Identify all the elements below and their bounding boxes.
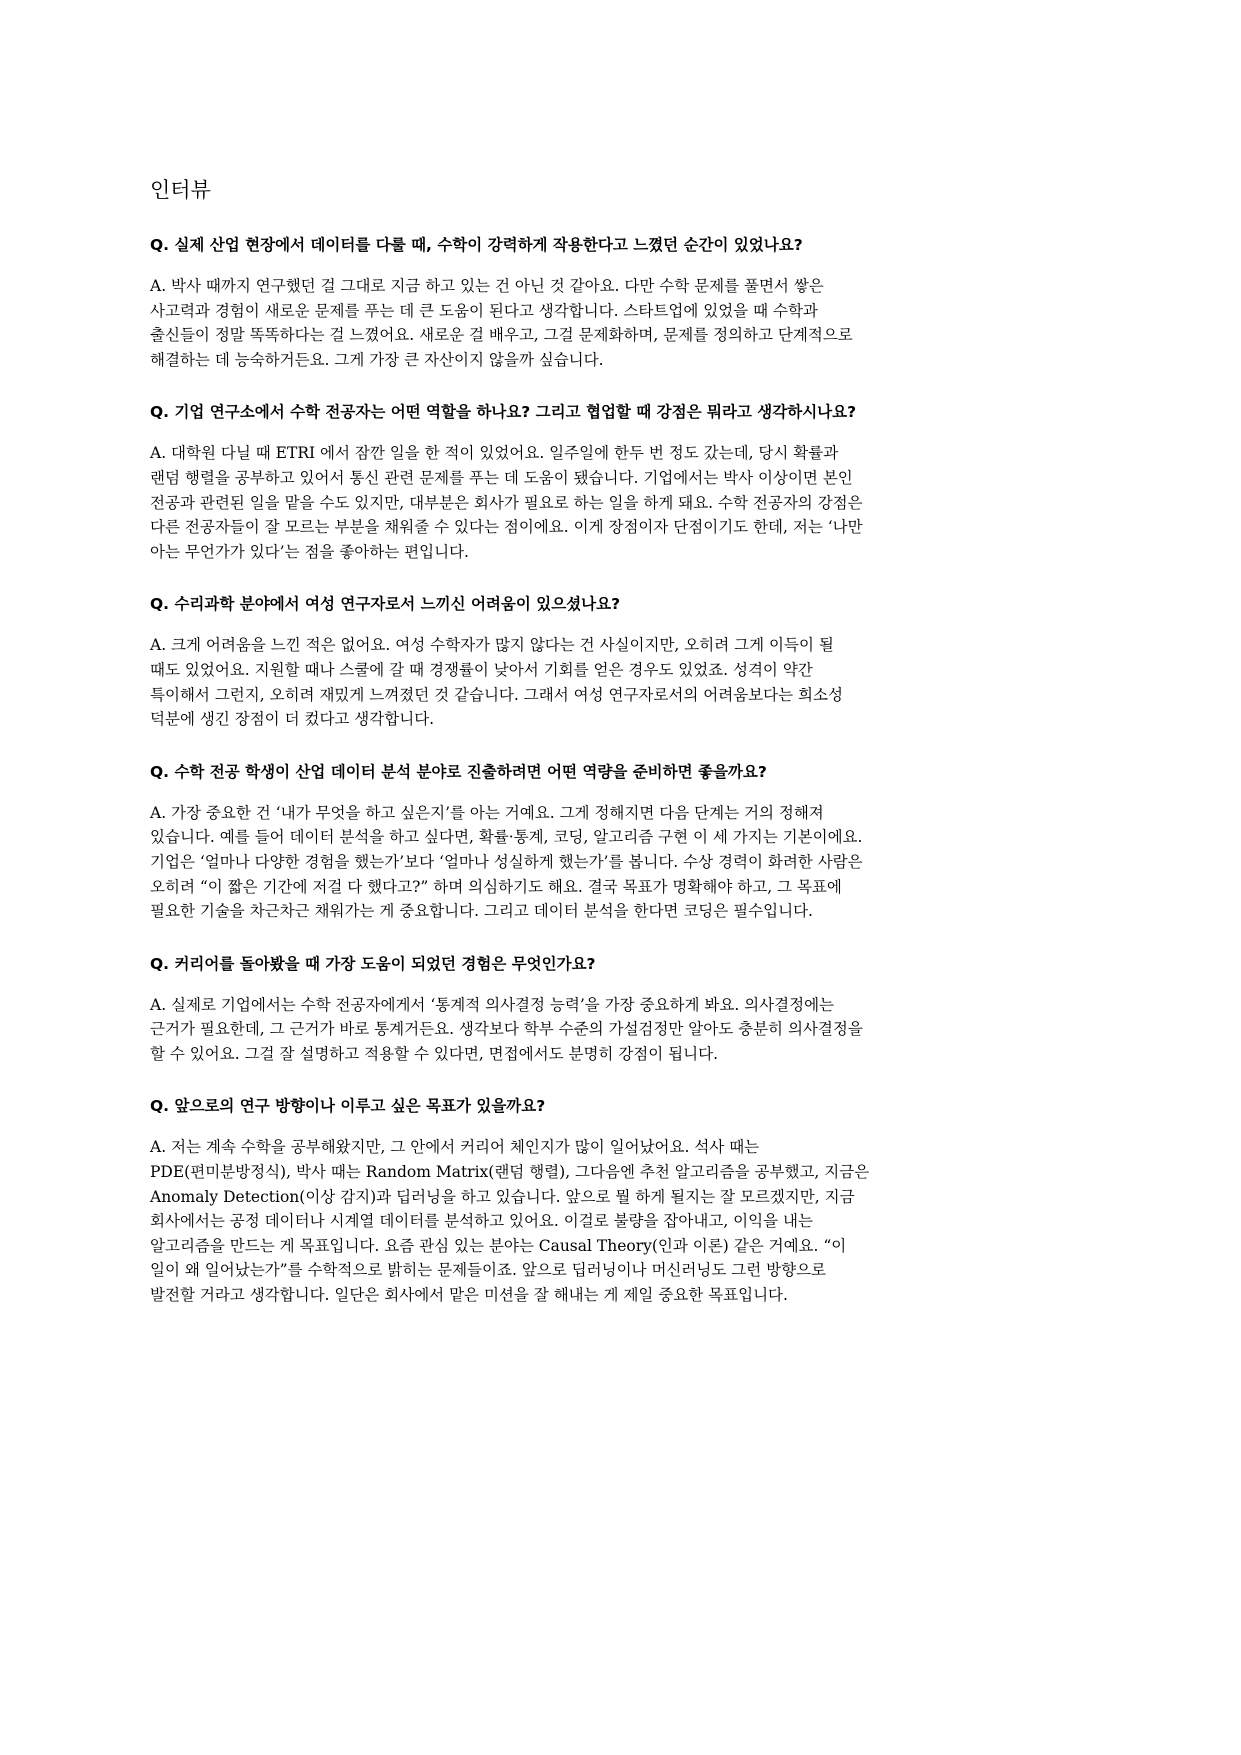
- answer-line: 발전할 거라고 생각합니다. 일단은 회사에서 맡은 미션을 잘 해내는 게 제일 중요한 목표입니다.: [150, 1286, 788, 1305]
- answer-line: 해결하는 데 능숙하거든요. 그게 가장 큰 자산이지 않을까 싶습니다.: [150, 350, 604, 369]
- answer-line: 출신들이 정말 똑똑하다는 걸 느꼈어요. 새로운 걸 배우고, 그걸 문제화하며, 문제를 정의하고 단계적으로: [150, 326, 853, 345]
- answer-2: [150, 441, 1096, 564]
- answer-line: Anomaly Detection(이상 감지)과 딥러닝을 하고 있습니다. 앞으로 뭘 하게 될지는 잘 모르겠지만, 지금: [150, 1187, 855, 1206]
- answer-line: 있습니다. 예를 들어 데이터 분석을 하고 싶다면, 확률·통계, 코딩, 알고리즘 구현 이 세 가지는 기본이에요.: [150, 828, 863, 847]
- answer-line: 전공과 관련된 일을 맡을 수도 있지만, 대부분은 회사가 필요로 하는 일을 하게 돼요. 수학 전공자의 강점은: [150, 493, 863, 512]
- answer-line: 필요한 기술을 차근차근 채워가는 게 중요합니다. 그리고 데이터 분석을 한다면 코딩은 필수입니다.: [150, 902, 813, 921]
- qa-block-4: [150, 761, 1096, 924]
- answer-line: A. 저는 계속 수학을 공부해왔지만, 그 안에서 커리어 체인지가 많이 일어났어요. 석사 때는: [150, 1138, 760, 1157]
- answer-line: 사고력과 경험이 새로운 문제를 푸는 데 큰 도움이 된다고 생각합니다. 스타트업에 있었을 때 수학과: [150, 301, 818, 320]
- answer-line: 할 수 있어요. 그걸 잘 설명하고 적용할 수 있다면, 면접에서도 분명히 강점이 됩니다.: [150, 1044, 719, 1063]
- qa-block-5: [150, 953, 1096, 1067]
- qa-block-1: [150, 234, 1096, 372]
- answer-line: 알고리즘을 만드는 게 목표입니다. 요즘 관심 있는 분야는 Causal Theory(인과 이론) 같은 거예요. “이: [150, 1236, 847, 1255]
- answer-line: 일이 왜 일어났는가”를 수학적으로 밝히는 문제들이죠. 앞으로 딥러닝이나 머신러닝도 그런 방향으로: [150, 1261, 827, 1280]
- qa-block-6: [150, 1095, 1096, 1307]
- answer-line: A. 대학원 다닐 때 ETRI 에서 잠깐 일을 한 적이 있었어요. 일주일에 한두 번 정도 갔는데, 당시 확률과: [150, 444, 839, 463]
- question-5: Q. 커리어를 돌아봤을 때 가장 도움이 되었던 경험은 무엇인가요?: [150, 954, 596, 973]
- answer-line: A. 박사 때까지 연구했던 걸 그대로 지금 하고 있는 건 아닌 것 같아요. 다만 수학 문제를 풀면서 쌓은: [150, 277, 824, 295]
- answer-line: 근거가 필요한데, 그 근거가 바로 통계거든요. 생각보다 학부 수준의 가설검정만 알아도 충분히 의사결정을: [150, 1020, 863, 1039]
- question-6: Q. 앞으로의 연구 방향이나 이루고 싶은 목표가 있을까요?: [150, 1097, 546, 1116]
- answer-line: 덕분에 생긴 장점이 더 컸다고 생각합니다.: [150, 710, 435, 729]
- answer-3: [150, 633, 1096, 731]
- qa-block-2: [150, 401, 1096, 564]
- answer-6: [150, 1135, 1096, 1307]
- answer-line: 기업은 ‘얼마나 다양한 경험을 했는가’보다 ‘얼마나 성실하게 했는가’를 봅니다. 수상 경력이 화려한 사람은: [150, 852, 863, 871]
- answer-line: A. 크게 어려움을 느낀 적은 없어요. 여성 수학자가 많지 않다는 건 사실이지만, 오히려 그게 이득이 될: [150, 636, 834, 655]
- answer-5: [150, 993, 1096, 1067]
- answer-line: 다른 전공자들이 잘 모르는 부분을 채워줄 수 있다는 점이에요. 이게 장점이자 단점이기도 한데, 저는 ‘나만: [150, 518, 863, 537]
- answer-4: [150, 801, 1096, 924]
- answer-1: [150, 274, 1096, 372]
- answer-line: A. 실제로 기업에서는 수학 전공자에게서 ‘통계적 의사결정 능력’을 가장 중요하게 봐요. 의사결정에는: [150, 995, 835, 1014]
- answer-line: 회사에서는 공정 데이터나 시계열 데이터를 분석하고 있어요. 이걸로 불량을 잡아내고, 이익을 내는: [150, 1212, 813, 1231]
- document-page: [150, 178, 1096, 1337]
- answer-line: PDE(편미분방정식), 박사 때는 Random Matrix(랜덤 행렬), 그다음엔 추천 알고리즘을 공부했고, 지금은: [150, 1163, 870, 1182]
- answer-line: 아는 무언가가 있다’는 점을 좋아하는 편입니다.: [150, 542, 469, 561]
- question-1: Q. 실제 산업 현장에서 데이터를 다룰 때, 수학이 강력하게 작용한다고 느꼈던 순간이 있었나요?: [150, 236, 803, 254]
- answer-line: A. 가장 중요한 건 ‘내가 무엇을 하고 싶은지’를 아는 거예요. 그게 정해지면 다음 단계는 거의 정해져: [150, 803, 824, 822]
- qa-block-3: [150, 593, 1096, 731]
- answer-line: 오히려 “이 짧은 기간에 저걸 다 했다고?” 하며 의심하기도 해요. 결국 목표가 명확해야 하고, 그 목표에: [150, 877, 842, 896]
- question-4: Q. 수학 전공 학생이 산업 데이터 분석 분야로 진출하려면 어떤 역량을 준비하면 좋을까요?: [150, 762, 767, 781]
- question-3: Q. 수리과학 분야에서 여성 연구자로서 느끼신 어려움이 있으셨나요?: [150, 595, 621, 614]
- question-2: Q. 기업 연구소에서 수학 전공자는 어떤 역할을 하나요? 그리고 협업할 때 강점은 뭐라고 생각하시나요?: [150, 403, 857, 422]
- answer-line: 랜덤 행렬을 공부하고 있어서 통신 관련 문제를 푸는 데 도움이 됐습니다. 기업에서는 박사 이상이면 본인: [150, 468, 853, 487]
- answer-line: 특이해서 그런지, 오히려 재밌게 느껴졌던 것 같습니다. 그래서 여성 연구자로서의 어려움보다는 희소성: [150, 685, 843, 704]
- page-title: 인터뷰: [150, 178, 211, 202]
- answer-line: 때도 있었어요. 지원할 때나 스쿨에 갈 때 경쟁률이 낮아서 기회를 얻은 경우도 있었죠. 성격이 약간: [150, 660, 813, 679]
